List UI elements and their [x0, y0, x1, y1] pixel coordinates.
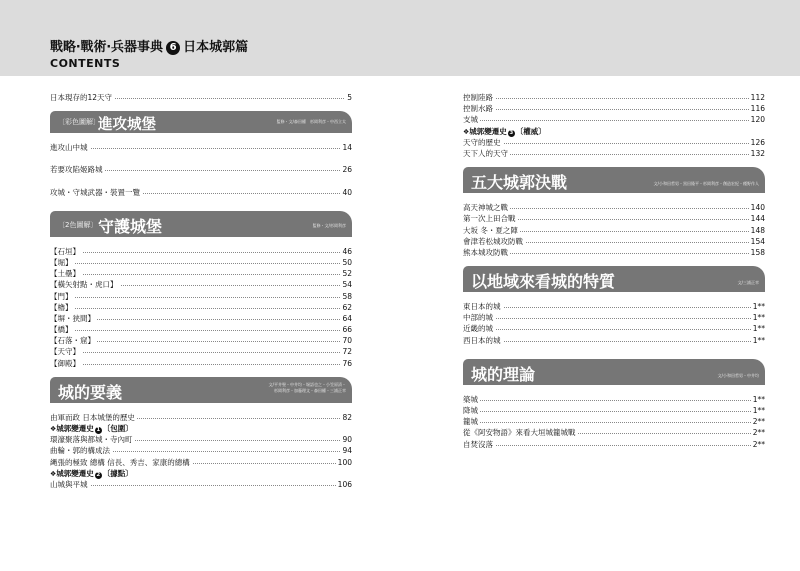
section-title: 城的理論	[471, 364, 536, 384]
title-prefix: 戰略‧戰術‧兵器事典	[50, 40, 164, 55]
toc-entry[interactable]	[463, 312, 765, 323]
dot-leader	[463, 422, 765, 423]
toc-entry[interactable]	[50, 358, 352, 369]
toc-entry-page: 2**	[752, 428, 765, 438]
toc-entry[interactable]	[463, 416, 765, 427]
toc-entry[interactable]	[463, 92, 765, 103]
toc-entry[interactable]	[50, 279, 352, 290]
dot-leader	[50, 485, 352, 486]
toc-entry-label: 【堀】	[50, 257, 73, 267]
section-credit: 監修・文/森田權 杉岡利彦・中西立太	[276, 119, 346, 125]
section-tag: 〔2色圖解〕	[58, 220, 98, 229]
section-credit: 監修・文/杉岡利彦	[312, 222, 346, 228]
section-title: 守護城堡	[98, 216, 163, 236]
section-banner-castle-theory	[463, 359, 765, 385]
section-banner-attack-castle	[50, 111, 352, 133]
toc-entry[interactable]	[50, 479, 352, 490]
dot-leader	[50, 148, 352, 149]
section-banner-defend-castle	[50, 211, 352, 237]
toc-entry-page: 52	[342, 269, 352, 279]
dot-leader	[50, 364, 352, 365]
toc-entry-label: 會津若松城攻防戰	[463, 236, 523, 246]
circled-number: 1	[96, 427, 101, 433]
toc-entry-page: 126	[750, 137, 765, 147]
toc-entry-page: 132	[750, 148, 765, 158]
subheading-suffix: 〔權威〕	[515, 126, 546, 136]
toc-right-column	[463, 92, 765, 450]
contents-label: CONTENTS	[50, 57, 121, 70]
subheading-castle-history-1	[50, 423, 352, 434]
toc-entry-label: 【石垣】	[50, 246, 80, 256]
toc-entry[interactable]	[463, 236, 765, 247]
section-banner-five-battles	[463, 167, 765, 193]
toc-entry-label: 環濠聚落與都城・寺內町	[50, 435, 133, 445]
toc-entry-page: 62	[342, 302, 352, 312]
section-credit-line: 文/平井聖・中井均・堀語也之・小笠原清・	[268, 381, 346, 387]
subheading-prefix: 城郭變遷史	[469, 126, 507, 136]
toc-left-column	[50, 92, 352, 490]
toc-entry[interactable]	[463, 405, 765, 416]
toc-entry-label: 山城與平城	[50, 479, 88, 489]
dot-leader	[463, 120, 765, 121]
toc-entry[interactable]	[463, 202, 765, 213]
section-title: 以地域來看城的特質	[471, 272, 616, 292]
section-title: 進攻城堡	[98, 117, 156, 134]
toc-entry[interactable]	[50, 257, 352, 268]
toc-entry-label: 熊本城攻防戰	[463, 247, 508, 257]
toc-entry[interactable]	[50, 457, 352, 468]
toc-entry-label: 築城	[463, 394, 478, 404]
toc-entry[interactable]	[50, 302, 352, 313]
toc-entry-page: 72	[342, 347, 352, 357]
toc-entry-page: 140	[750, 203, 765, 213]
toc-entry-page: 1**	[752, 335, 765, 345]
toc-entry[interactable]	[50, 445, 352, 456]
dot-leader	[50, 274, 352, 275]
toc-entry-label: 進攻山中城	[50, 143, 88, 153]
toc-entry-page: 90	[342, 435, 352, 445]
toc-entry-label: 攻城・守城武器・裝置一覽	[50, 187, 140, 197]
toc-entry-page: 1**	[752, 302, 765, 312]
toc-entry[interactable]	[463, 114, 765, 125]
dot-leader	[463, 329, 765, 330]
toc-entry-label: 降城	[463, 406, 478, 415]
dot-leader	[463, 318, 765, 319]
toc-entry-label: 【橫矢射點・虎口】	[50, 280, 118, 290]
section-credit-line: 杉岡利彦・加藤理文・森田權・三浦正幸	[274, 387, 346, 393]
dot-leader	[50, 297, 352, 298]
toc-entry[interactable]	[50, 246, 352, 257]
toc-entry-page: 1**	[752, 394, 765, 404]
dot-leader	[463, 411, 765, 412]
toc-entry-page: 70	[342, 336, 352, 346]
toc-entry-page: 120	[750, 115, 765, 125]
section-credit: 文/三浦正幸	[737, 280, 759, 286]
toc-entry-page: 154	[750, 236, 765, 246]
toc-entry-label: 【天守】	[50, 347, 80, 357]
diamond-flower-icon: ❖	[463, 127, 470, 136]
dot-leader	[463, 143, 765, 144]
toc-entry-label: 從《阿安物語》來看大垣城籠城戰	[463, 428, 576, 438]
toc-entry-label: 【御殿】	[50, 358, 80, 368]
toc-entry[interactable]	[50, 335, 352, 346]
toc-entry-label: 自焚沒落	[463, 439, 493, 449]
toc-entry-page: 46	[342, 246, 352, 256]
toc-entry-label: 控制水路	[463, 104, 493, 114]
toc-entry[interactable]	[50, 92, 352, 103]
section-tag: 〔彩色圖解〕	[58, 118, 100, 127]
toc-entry-label: 天守的歷史	[463, 137, 501, 147]
toc-entry-label: 縄張的極致 總構 信長、秀吉、家康的總構	[50, 457, 190, 467]
diamond-flower-icon: ❖	[50, 425, 57, 433]
toc-entry-label: 【櫓】	[50, 302, 73, 312]
toc-entry-page: 2**	[752, 439, 765, 449]
toc-entry-page: 148	[750, 225, 765, 235]
toc-entry[interactable]	[463, 247, 765, 258]
toc-entry-label: 支城	[463, 115, 478, 125]
toc-entry-label: 日本現存的12天守	[50, 93, 113, 102]
toc-entry[interactable]	[463, 148, 765, 159]
toc-entry-page: 82	[342, 412, 352, 422]
toc-entry-page: 1**	[752, 406, 765, 415]
circled-number: 2	[96, 471, 101, 478]
subheading-castle-history-3	[463, 126, 765, 137]
dot-leader	[463, 400, 765, 401]
toc-entry[interactable]	[463, 439, 765, 450]
toc-entry[interactable]	[50, 268, 352, 279]
toc-entry[interactable]	[463, 103, 765, 114]
toc-entry-label: 大坂 冬・夏之陣	[463, 225, 518, 235]
dot-leader	[50, 308, 352, 309]
toc-entry-label: 第一次上田合戰	[463, 214, 516, 224]
toc-entry-label: 近畿的城	[463, 324, 493, 334]
dot-leader	[50, 330, 352, 331]
section-credit: 文/小和田哲男・中井均	[717, 372, 759, 378]
toc-entry-page: 112	[750, 93, 765, 102]
toc-entry-label: 籠城	[463, 417, 478, 427]
toc-entry-label: 控制陸路	[463, 93, 493, 102]
toc-entry-label: 東日本的城	[463, 302, 501, 312]
diamond-flower-icon: ❖	[50, 469, 57, 478]
toc-entry[interactable]	[463, 137, 765, 148]
toc-entry-page: 2**	[752, 417, 765, 427]
toc-entry-label: 中部的城	[463, 313, 493, 323]
toc-entry[interactable]	[50, 346, 352, 357]
toc-entry[interactable]	[463, 427, 765, 438]
book-title	[50, 36, 248, 55]
subheading-suffix: 〔據點〕	[102, 468, 133, 478]
toc-entry-page: 40	[342, 187, 352, 197]
toc-entry[interactable]	[50, 291, 352, 302]
subheading-suffix: 〔包圍〕	[102, 424, 133, 433]
toc-entry-label: 【土壘】	[50, 269, 80, 279]
section-credit: 文/小和田哲男・黑田隆平・杉岡利彦・創造宏紀・種野作人	[653, 181, 759, 187]
title-suffix: 日本城郭篇	[183, 40, 249, 55]
toc-entry[interactable]	[463, 394, 765, 405]
subheading-prefix: 城郭變遷史	[56, 424, 94, 433]
toc-entry[interactable]	[50, 142, 352, 153]
toc-entry-label: 曲輪・郭的構成法	[50, 446, 110, 456]
toc-entry-label: 【塀・狭間】	[50, 313, 95, 323]
toc-entry[interactable]	[463, 301, 765, 312]
page-header	[0, 0, 800, 76]
dot-leader	[50, 352, 352, 353]
dot-leader	[463, 98, 765, 99]
toc-entry-page: 106	[337, 479, 352, 489]
dot-leader	[50, 263, 352, 264]
toc-entry-page: 1**	[752, 324, 765, 334]
toc-entry[interactable]	[50, 187, 352, 198]
toc-entry-page: 54	[342, 280, 352, 290]
section-credit	[269, 382, 346, 394]
subheading-castle-history-2	[50, 468, 352, 479]
toc-entry-page: 76	[342, 358, 352, 368]
toc-entry-page: 50	[342, 257, 352, 267]
toc-entry-label: 【橋】	[50, 325, 73, 335]
toc-entry[interactable]	[463, 323, 765, 334]
section-banner-castle-essentials	[50, 377, 352, 403]
toc-entry-label: 高天神城之戰	[463, 203, 508, 213]
toc-entry[interactable]	[50, 313, 352, 324]
toc-entry-page: 58	[342, 291, 352, 301]
toc-entry-label: 由軍而政 日本城堡的歷史	[50, 412, 135, 422]
toc-entry-page: 26	[342, 165, 352, 175]
toc-entry-label: 【門】	[50, 291, 73, 301]
circled-number: 3	[509, 129, 514, 136]
toc-entry[interactable]	[50, 164, 352, 175]
dot-leader	[50, 252, 352, 253]
toc-entry-page: 64	[342, 313, 352, 323]
section-banner-regional-castles	[463, 266, 765, 292]
dot-leader	[463, 445, 765, 446]
subheading-prefix: 城郭變遷史	[56, 468, 94, 478]
toc-entry-label: 天下人的天守	[463, 148, 508, 158]
dot-leader	[463, 341, 765, 342]
toc-entry-page: 94	[342, 446, 352, 456]
toc-entry-page: 100	[337, 457, 352, 467]
toc-entry-page: 144	[750, 214, 765, 224]
toc-entry[interactable]	[50, 412, 352, 423]
section-title: 五大城郭決戰	[471, 173, 568, 193]
toc-entry[interactable]	[50, 434, 352, 445]
toc-entry-page: 66	[342, 325, 352, 335]
toc-entry-page: 116	[750, 104, 765, 114]
volume-number-badge: 6	[166, 41, 180, 55]
section-title: 城的要義	[58, 382, 123, 402]
toc-entry-label: 若要攻陷姬路城	[50, 165, 103, 175]
toc-entry-page: 14	[342, 143, 352, 153]
toc-entry-label: 西日本的城	[463, 335, 501, 345]
dot-leader	[463, 109, 765, 110]
toc-entry-label: 【石落・窟】	[50, 336, 95, 346]
toc-entry-page: 1**	[752, 313, 765, 323]
toc-entry[interactable]	[463, 213, 765, 224]
dot-leader	[463, 307, 765, 308]
toc-entry-page: 158	[750, 247, 765, 257]
toc-entry-page: 5	[347, 93, 352, 102]
toc-entry[interactable]	[463, 225, 765, 236]
toc-entry[interactable]	[50, 324, 352, 335]
toc-entry[interactable]	[463, 335, 765, 346]
